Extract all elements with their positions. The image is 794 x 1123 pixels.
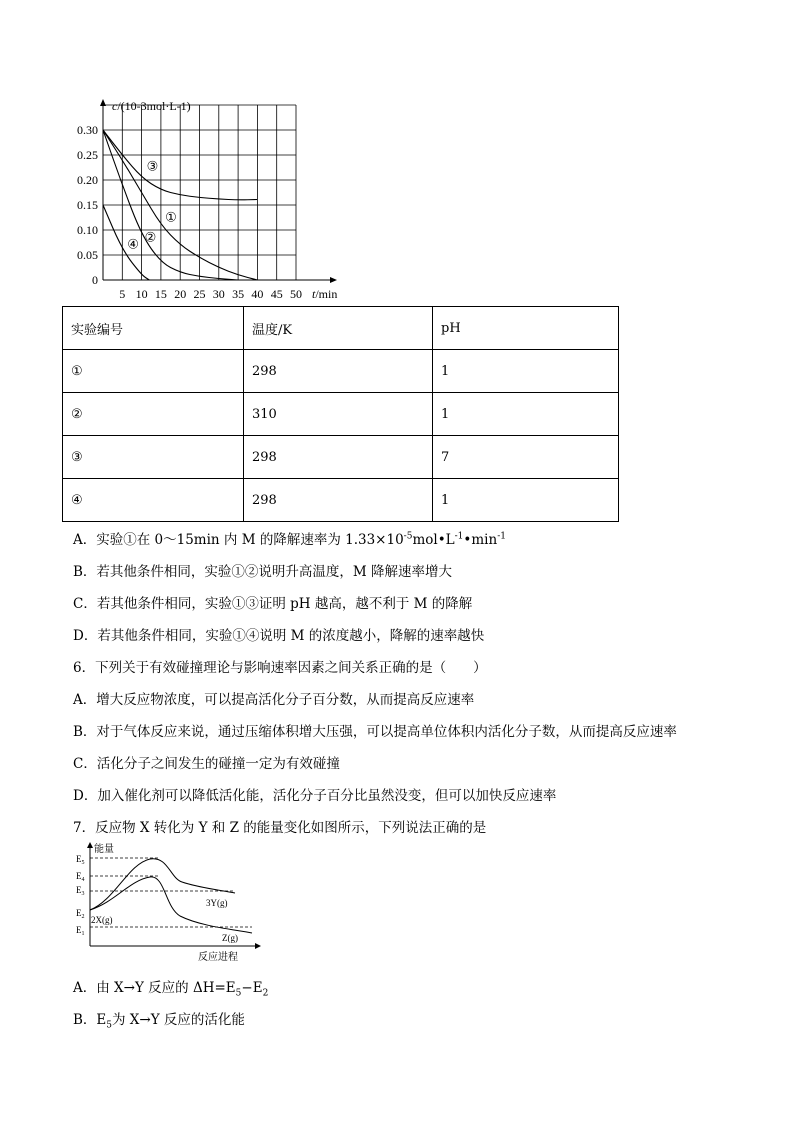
y-tick-label: 0 bbox=[92, 273, 98, 287]
q6-option-a: A．增大反应物浓度，可以提高活化分子百分数，从而提高反应速率 bbox=[73, 692, 475, 708]
table-header-cell: pH bbox=[433, 307, 619, 350]
y-tick-label: 0.15 bbox=[77, 198, 98, 212]
x-tick-label: 20 bbox=[174, 287, 187, 301]
x-to-z-curve bbox=[90, 877, 252, 933]
x-tick-label: 15 bbox=[154, 287, 167, 301]
product-y-label: 3Y(g) bbox=[206, 898, 228, 908]
q5-option-d: D．若其他条件相同，实验①④说明 M 的浓度越小，降解的速率越快 bbox=[73, 628, 485, 644]
q7-stem: 7．反应物 X 转化为 Y 和 Z 的能量变化如图所示，下列说法正确的是 bbox=[73, 820, 487, 836]
progress-axis-label: 反应进程 bbox=[198, 952, 238, 963]
table-cell: 1 bbox=[433, 479, 619, 522]
x-tick-label: 10 bbox=[135, 287, 148, 301]
product-z-label: Z(g) bbox=[222, 933, 238, 943]
table-cell: 310 bbox=[244, 393, 433, 436]
q6-option-d: D．加入催化剂可以降低活化能，活化分子百分比虽然没变，但可以加快反应速率 bbox=[73, 788, 557, 804]
series-label: ② bbox=[144, 229, 157, 245]
table-cell: ② bbox=[63, 393, 244, 436]
series-label: ③ bbox=[146, 158, 159, 174]
table-cell: 298 bbox=[244, 436, 433, 479]
y-tick-label: 0.10 bbox=[77, 223, 98, 237]
chart-grid bbox=[103, 105, 296, 280]
concentration-time-chart bbox=[60, 92, 360, 304]
table-header-cell: 实验编号 bbox=[63, 307, 244, 350]
q6-option-c: C．活化分子之间发生的碰撞一定为有效碰撞 bbox=[73, 756, 340, 772]
y-tick-label: 0.25 bbox=[77, 148, 98, 162]
table-cell: 7 bbox=[433, 436, 619, 479]
table-cell: ④ bbox=[63, 479, 244, 522]
q5-option-c: C．若其他条件相同，实验①③证明 pH 越高，越不利于 M 的降解 bbox=[73, 596, 473, 612]
y-tick-label: 0.05 bbox=[77, 248, 98, 262]
series-line-4 bbox=[103, 205, 149, 280]
series-label: ④ bbox=[127, 236, 139, 252]
x-tick-label: 30 bbox=[212, 287, 225, 301]
x-tick-label: 5 bbox=[119, 287, 126, 301]
table-cell: ① bbox=[63, 350, 244, 393]
table-cell: ③ bbox=[63, 436, 244, 479]
series-label: ① bbox=[165, 209, 177, 225]
y-tick-label: 0.30 bbox=[77, 123, 98, 137]
q7-option-b: B．$E_5$为 X→Y 反应的活化能 bbox=[73, 1012, 245, 1031]
table-row bbox=[63, 393, 619, 436]
y-axis-label: c/(10-3mol·L-1) bbox=[112, 99, 191, 113]
q7-option-a: A．由 X→Y 反应的 $\Delta H=E_5-E_2$ bbox=[73, 980, 269, 999]
x-tick-label: 40 bbox=[251, 287, 264, 301]
level-e4-label: $E_4$ bbox=[76, 871, 85, 883]
table-header-cell: 温度/K bbox=[244, 307, 433, 350]
table-cell: 298 bbox=[244, 350, 433, 393]
x-axis-label: t/min bbox=[312, 287, 338, 301]
table-row bbox=[63, 350, 619, 393]
level-e3-label: $E_3$ bbox=[76, 885, 85, 897]
x-tick-label: 35 bbox=[232, 287, 245, 301]
level-e1-label: $E_1$ bbox=[76, 925, 85, 937]
energy-axis-label: 能量 bbox=[94, 844, 114, 855]
table-row bbox=[63, 479, 619, 522]
x-tick-label: 25 bbox=[193, 287, 206, 301]
experiment-table bbox=[62, 306, 619, 522]
table-row bbox=[63, 436, 619, 479]
table-cell: 1 bbox=[433, 350, 619, 393]
level-e5-label: $E_5$ bbox=[76, 854, 85, 866]
q5-option-a: A．实验①在 0～15min 内 M 的降解速率为 $1.33\times 10^{-5}mol•L^{-1}•\min^{-1}$ bbox=[73, 531, 506, 548]
q6-stem: 6．下列关于有效碰撞理论与影响速率因素之间关系正确的是（ ） bbox=[73, 660, 487, 676]
x-tick-label: 45 bbox=[270, 287, 283, 301]
q6-option-b: B．对于气体反应来说，通过压缩体积增大压强，可以提高单位体积内活化分子数，从而提高反应速率 bbox=[73, 724, 677, 740]
x-tick-label: 50 bbox=[290, 287, 302, 301]
level-e2-label: $E_2$ bbox=[76, 908, 85, 920]
table-header-row bbox=[63, 307, 619, 350]
reactant-label: 2X(g) bbox=[91, 915, 113, 925]
table-cell: 298 bbox=[244, 479, 433, 522]
y-tick-label: 0.20 bbox=[77, 173, 98, 187]
q5-option-b: B．若其他条件相同，实验①②说明升高温度，M 降解速率增大 bbox=[73, 564, 453, 580]
energy-diagram bbox=[70, 842, 270, 964]
table-cell: 1 bbox=[433, 393, 619, 436]
